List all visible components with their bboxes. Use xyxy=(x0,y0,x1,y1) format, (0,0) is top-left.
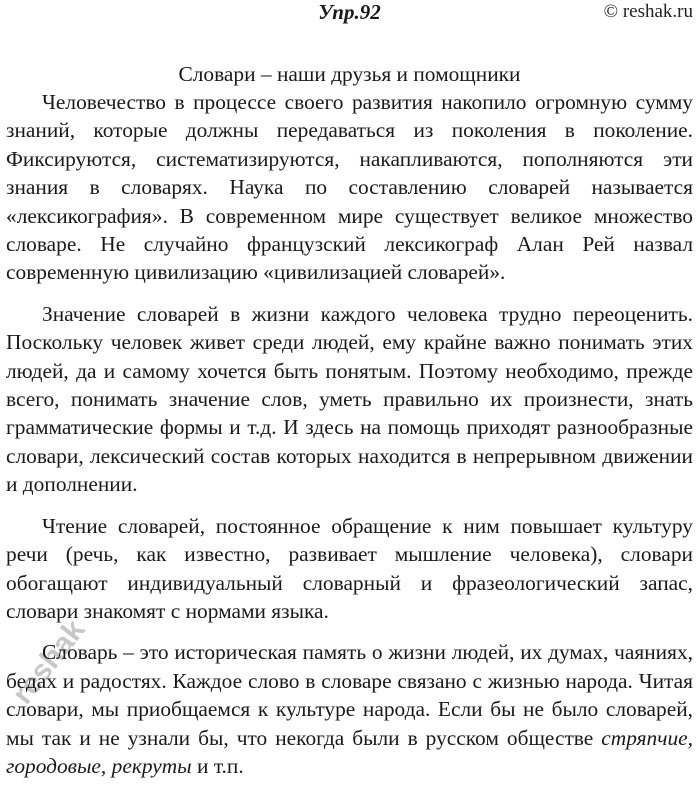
site-watermark: © reshak.ru xyxy=(603,1,693,22)
paragraph-3: Чтение словарей, постоянное обращение к ним повышает культуру речи (речь, как известно, развивает мышление человека), словари обогащают индивидуальный словарный и фразеологический запас, словари знакомят с нормами языка. xyxy=(6,513,693,623)
paragraph-4-italic-words: стряпчие, городовые, рекруты xyxy=(6,725,693,778)
paragraph-2: Значение словарей в жизни каждого человека трудно переоценить. Поскольку человек живет среди людей, ему крайне важно понимать этих людей, да и самому хочется быть понятым. Поэтому необходимо, прежде всего, понимать значение слов, уметь правильно их произнести, знать грамматические формы и т.д. И здесь на помощь приходят разнообразные словари, лексический состав которых находится в непрерывном движении и дополнении. xyxy=(6,301,693,497)
paragraph-4-ending: и т.п. xyxy=(191,753,244,778)
document-body xyxy=(6,60,693,780)
paragraph-4 xyxy=(6,638,693,780)
paragraph-4-text: Словарь – это историческая память о жизни людей, их думах, чаяниях, бедах и радостях. Каждое слово в словаре связано с жизнью народа. Читая словари, мы приобщаемся к культуре народа. Если бы не было словарей, мы так и не узнали бы, что некогда были в русском обществе xyxy=(6,640,693,750)
exercise-title: Упр.92 xyxy=(318,0,381,24)
paragraph-1: Человечество в процессе своего развития накопило огромную сумму знаний, которые должны передаваться из поколения в поколение. Фиксируются, систематизируются, накапливаются, пополняются эти знания в словарях. Наука по составлению словарей называется «лексикография». В современном мире существует великое множество словаре. Не случайно французский лексикограф Алан Рей назвал современную цивилизацию «цивилизацией словарей». xyxy=(6,90,693,285)
watermark-stamp: reshak xyxy=(6,613,92,711)
document-title: Словари – наши друзья и помощники xyxy=(178,62,521,86)
